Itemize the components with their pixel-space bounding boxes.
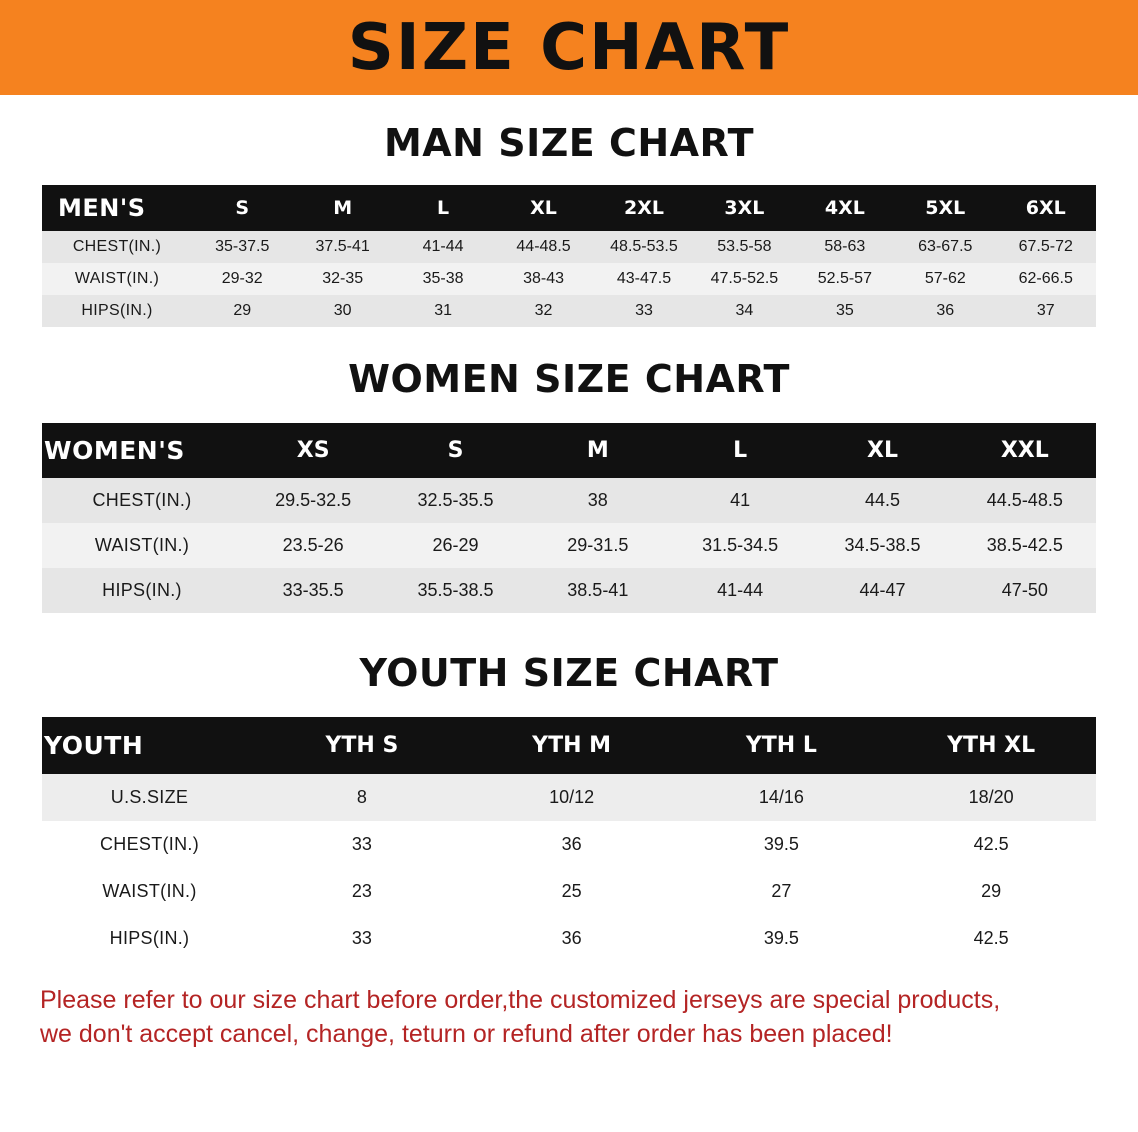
youth-header-cell-1: YTH S [325,733,399,758]
women-row-label-chest: CHEST(IN.) [92,490,192,510]
youth-table-body [42,774,1096,962]
women-header-cell-5: XL [866,438,898,463]
women-header-cell-1: XS [296,438,330,463]
man-waist-s: 29-32 [221,270,263,287]
women-row-label-waist: WAIST(IN.) [94,535,190,555]
table-row [42,821,1096,868]
man-hips-5xl: 36 [936,302,955,319]
youth-chest-xl: 42.5 [973,834,1009,854]
table-row [42,568,1096,613]
man-header-cell-3: L [437,197,450,219]
youth-waist-s: 23 [351,881,372,901]
youth-table-wrapper [42,717,1096,962]
table-row [42,915,1096,962]
women-chest-xl: 44.5 [864,490,900,510]
man-chest-6xl: 67.5-72 [1018,238,1073,255]
man-hips-xl: 32 [534,302,553,319]
youth-row-label-hips: HIPS(IN.) [109,928,190,948]
man-waist-xl: 38-43 [523,270,564,287]
man-header-cell-7: 4XL [824,197,865,219]
man-header-cell-5: 2XL [623,197,664,219]
man-size-table [42,185,1096,327]
disclaimer-line-1: Please refer to our size chart before order,the customized jerseys are special products, [40,986,1001,1014]
youth-chest-m: 36 [561,834,582,854]
man-header-cell-4: XL [530,197,557,219]
youth-row-label-waist: WAIST(IN.) [102,881,197,901]
man-waist-3xl: 47.5-52.5 [710,270,779,287]
youth-waist-m: 25 [561,881,582,901]
youth-row-label-ussize: U.S.SIZE [110,787,189,807]
youth-hips-l: 39.5 [763,928,799,948]
man-chest-3xl: 53.5-58 [717,238,772,255]
women-header-cell-6: XXL [1000,438,1049,463]
man-waist-2xl: 43-47.5 [616,270,672,287]
women-table-wrapper [42,423,1096,613]
man-row-label-waist: WAIST(IN.) [74,270,160,287]
page-banner [0,0,1138,95]
women-header-cell-3: M [586,438,609,463]
table-row [42,263,1096,295]
man-hips-2xl: 33 [635,302,653,319]
women-hips-s: 35.5-38.5 [417,580,494,600]
women-table-head [42,423,1096,478]
man-chest-5xl: 63-67.5 [918,238,973,255]
man-hips-4xl: 35 [835,302,854,319]
youth-waist-xl: 29 [981,881,1002,901]
women-hips-l: 41-44 [717,580,764,600]
youth-hips-xl: 42.5 [973,928,1009,948]
women-chest-l: 41 [730,490,751,510]
youth-waist-l: 27 [771,881,792,901]
disclaimer-line-2: we don't accept cancel, change, teturn or refund after order has been placed! [40,1019,893,1048]
women-hips-xxl: 47-50 [1001,580,1048,600]
man-waist-m: 32-35 [322,270,364,287]
youth-ussize-xl: 18/20 [968,787,1014,807]
man-table-body [42,231,1096,327]
man-chest-xl: 44-48.5 [516,238,571,255]
women-chest-m: 38 [587,490,608,510]
man-hips-3xl: 34 [735,302,754,319]
disclaimer-note [40,984,1098,1052]
man-chest-4xl: 58-63 [824,238,866,255]
women-waist-xl: 34.5-38.5 [844,535,921,555]
table-row [42,478,1096,523]
table-row [42,295,1096,327]
man-hips-m: 30 [333,302,352,319]
women-table-body [42,478,1096,613]
youth-header-cell-4: YTH XL [947,733,1036,758]
man-row-label-hips: HIPS(IN.) [81,302,153,319]
man-table-head [42,185,1096,231]
women-size-table [42,423,1096,613]
man-header-cell-8: 5XL [925,197,966,219]
women-waist-s: 26-29 [432,535,479,555]
man-hips-6xl: 37 [1036,302,1055,319]
women-hips-m: 38.5-41 [567,580,629,600]
women-waist-xxl: 38.5-42.5 [986,535,1063,555]
women-header-cell-4: L [733,438,748,463]
youth-size-table [42,717,1096,962]
table-header-row [42,717,1096,774]
man-row-label-chest: CHEST(IN.) [72,238,162,255]
youth-row-label-chest: CHEST(IN.) [100,834,199,854]
man-header-cell-1: S [235,197,250,219]
youth-ussize-m: 10/12 [549,787,595,807]
women-header-cell-2: S [447,438,464,463]
youth-header-cell-0: YOUTH [44,731,144,760]
table-row [42,523,1096,568]
youth-ussize-s: 8 [356,787,367,807]
women-header-cell-0: WOMEN'S [44,436,185,465]
table-row [42,231,1096,263]
man-table-wrapper [42,185,1096,327]
women-waist-m: 29-31.5 [567,535,629,555]
youth-chest-s: 33 [351,834,372,854]
youth-table-head [42,717,1096,774]
youth-hips-s: 33 [351,928,372,948]
man-chest-2xl: 48.5-53.5 [610,238,678,255]
man-hips-s: 29 [233,302,252,319]
page-title: SIZE CHART [347,10,791,85]
youth-ussize-l: 14/16 [758,787,804,807]
table-header-row [42,423,1096,478]
women-chest-xs: 29.5-32.5 [275,490,352,510]
women-waist-l: 31.5-34.5 [702,535,779,555]
women-chest-s: 32.5-35.5 [417,490,494,510]
man-chest-m: 37.5-41 [315,238,370,255]
table-row [42,868,1096,915]
youth-chest-l: 39.5 [763,834,799,854]
women-waist-xs: 23.5-26 [282,535,344,555]
women-row-label-hips: HIPS(IN.) [102,580,182,600]
youth-header-cell-3: YTH L [745,733,817,758]
man-waist-5xl: 57-62 [924,270,966,287]
women-chest-xxl: 44.5-48.5 [986,490,1063,510]
man-header-cell-6: 3XL [724,197,765,219]
man-header-cell-9: 6XL [1025,197,1066,219]
man-header-cell-0: MEN'S [58,194,146,222]
youth-hips-m: 36 [561,928,582,948]
youth-section-heading: YOUTH SIZE CHART [359,651,779,695]
youth-header-cell-2: YTH M [532,733,612,758]
women-hips-xl: 44-47 [859,580,906,600]
man-chest-l: 41-44 [422,238,464,255]
table-header-row [42,185,1096,231]
man-waist-4xl: 52.5-57 [817,270,872,287]
man-waist-l: 35-38 [422,270,464,287]
women-section-heading: WOMEN SIZE CHART [348,357,790,401]
table-row [42,774,1096,821]
man-header-cell-2: M [333,197,353,219]
man-section-heading: MAN SIZE CHART [383,121,755,165]
man-hips-l: 31 [434,302,452,319]
women-hips-xs: 33-35.5 [282,580,344,600]
man-chest-s: 35-37.5 [215,238,270,255]
man-waist-6xl: 62-66.5 [1018,270,1073,287]
